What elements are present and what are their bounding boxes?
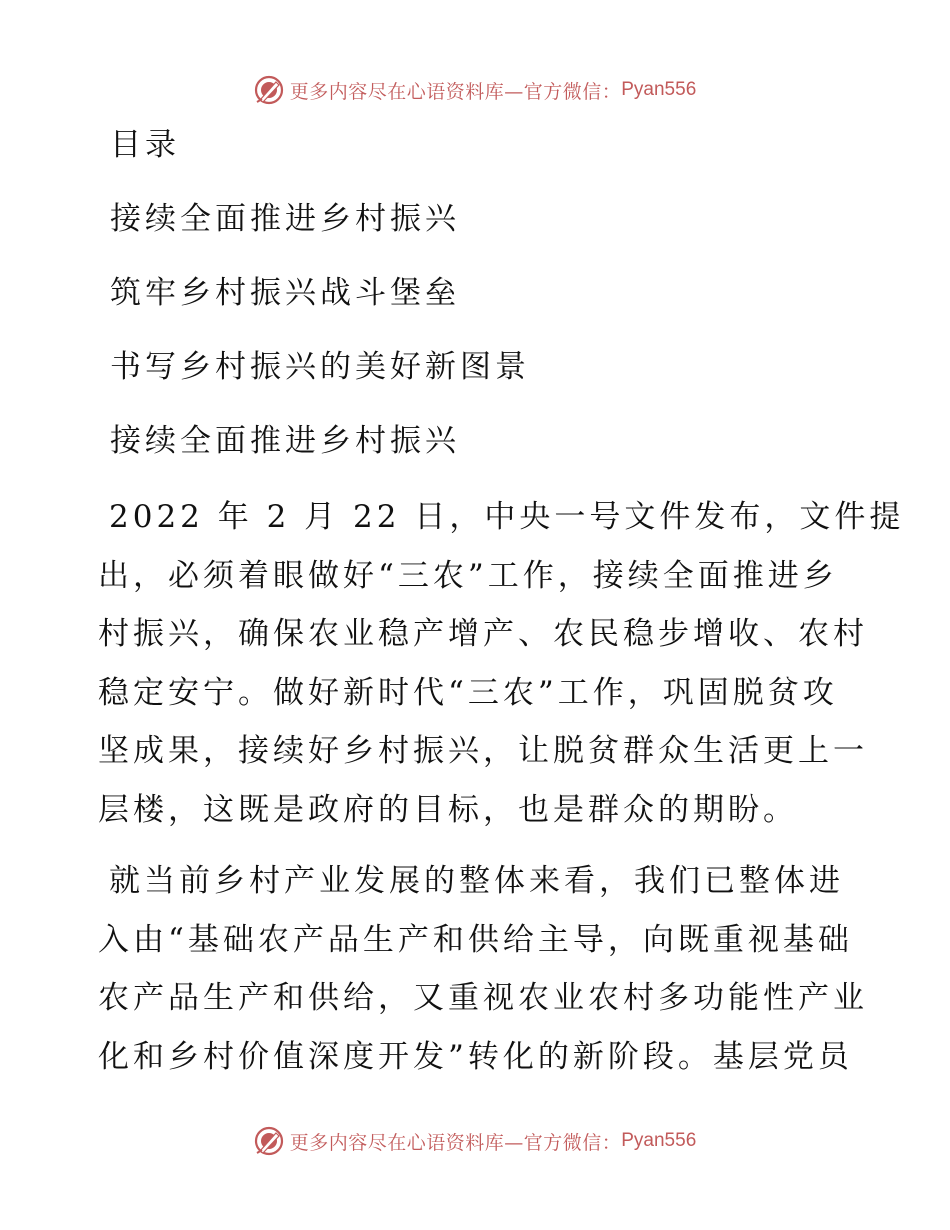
section-title: 接续全面推进乡村振兴 — [110, 423, 460, 459]
watermark-text: 更多内容尽在心语资料库—官方微信： — [289, 1131, 622, 1154]
pen-logo-icon — [254, 75, 284, 105]
paragraph-line: 稳定安宁。做好新时代“三农”工作，巩固脱贫攻 — [98, 674, 838, 711]
paragraph-line: 化和乡村价值深度开发”转化的新阶段。基层党员 — [98, 1038, 853, 1075]
paragraph-line: 2022 年 2 月 22 日，中央一号文件发布，文件提 — [109, 499, 905, 535]
watermark-wechat-id: Pyan556 — [621, 79, 697, 100]
paragraph-line: 层楼，这既是政府的目标，也是群众的期盼。 — [98, 791, 798, 828]
paragraph-line: 出，必须着眼做好“三农”工作，接续全面推进乡 — [98, 557, 838, 594]
toc-item: 接续全面推进乡村振兴 — [110, 201, 460, 237]
toc-item: 筑牢乡村振兴战斗堡垒 — [110, 275, 460, 311]
paragraph-line: 农产品生产和供给，又重视农业农村多功能性产业 — [98, 980, 868, 1017]
paragraph-line: 村振兴，确保农业稳产增产、农民稳步增收、农村 — [98, 616, 868, 653]
toc-item: 书写乡村振兴的美好新图景 — [110, 349, 530, 385]
pen-logo-icon — [254, 1126, 284, 1156]
body-paragraph — [98, 852, 868, 1086]
watermark-wechat-id: Pyan556 — [621, 1130, 697, 1151]
header-watermark — [0, 70, 950, 110]
paragraph-line: 入由“基础农产品生产和供给主导，向既重视基础 — [98, 921, 853, 958]
table-of-contents — [110, 118, 870, 488]
paragraph-line: 就当前乡村产业发展的整体来看，我们已整体进 — [109, 863, 844, 899]
body-paragraph — [98, 488, 905, 840]
footer-watermark — [0, 1121, 950, 1161]
watermark-text: 更多内容尽在心语资料库—官方微信： — [289, 80, 622, 103]
paragraph-line: 坚成果，接续好乡村振兴，让脱贫群众生活更上一 — [98, 733, 868, 770]
toc-heading: 目录 — [110, 127, 180, 163]
